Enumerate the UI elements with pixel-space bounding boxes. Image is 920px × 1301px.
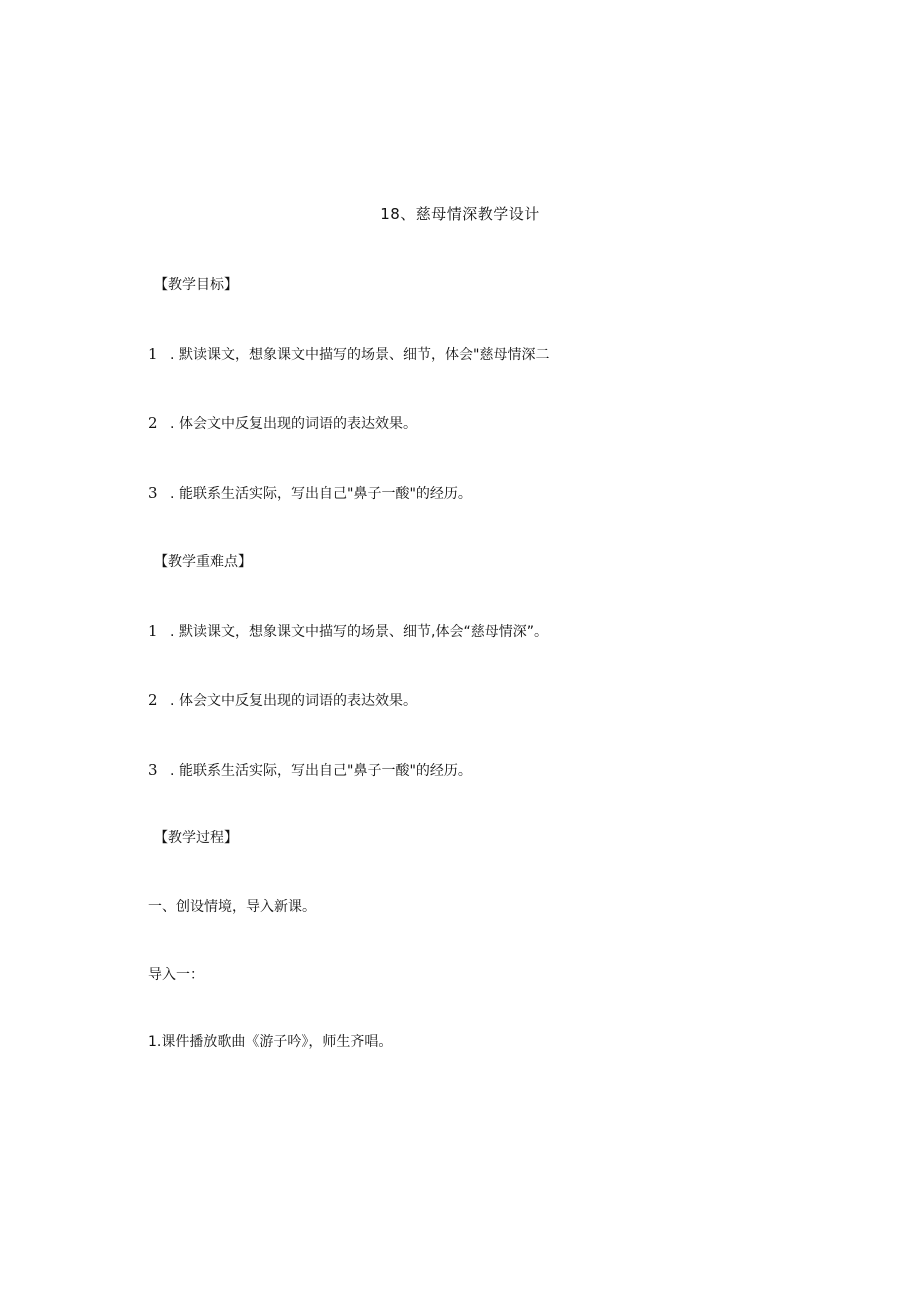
keypoints-heading: 【教学重难点】 bbox=[154, 554, 252, 570]
keypoint-item-3: 3 . 能联系生活实际，写出自己"鼻子一酸"的经历。 bbox=[148, 761, 472, 779]
goal-item-1: 1 . 默读课文，想象课文中描写的场景、细节，体会"慈母情深二 bbox=[148, 345, 550, 363]
goal-item-3-text: 能联系生活实际，写出自己"鼻子一酸"的经历。 bbox=[179, 486, 472, 502]
goal-item-3: 3 . 能联系生活实际，写出自己"鼻子一酸"的经历。 bbox=[148, 484, 472, 502]
process-item-1: 1.课件播放歌曲《游子吟》，师生齐唱。 bbox=[148, 1034, 393, 1050]
goal-item-1-number: 1 bbox=[148, 345, 158, 363]
keypoint-item-3-number: 3 bbox=[148, 761, 158, 779]
goal-item-2-number: 2 bbox=[148, 414, 158, 432]
goals-heading: 【教学目标】 bbox=[154, 277, 238, 293]
keypoint-item-1: 1 . 默读课文，想象课文中描写的场景、细节,体会“慈母情深”。 bbox=[148, 622, 548, 640]
keypoint-item-2-number: 2 bbox=[148, 691, 158, 709]
process-step-1: 一、创设情境，导入新课。 bbox=[148, 899, 316, 915]
document-title: 18、慈母情深教学设计 bbox=[380, 205, 540, 223]
goal-item-1-text: 默读课文，想象课文中描写的场景、细节，体会"慈母情深二 bbox=[179, 347, 550, 363]
keypoint-item-2: 2 . 体会文中反复出现的词语的表达效果。 bbox=[148, 691, 417, 709]
goal-item-2: 2 . 体会文中反复出现的词语的表达效果。 bbox=[148, 414, 417, 432]
goal-item-3-number: 3 bbox=[148, 484, 158, 502]
goal-item-2-text: 体会文中反复出现的词语的表达效果。 bbox=[179, 416, 417, 432]
keypoint-item-3-text: 能联系生活实际，写出自己"鼻子一酸"的经历。 bbox=[179, 763, 472, 779]
keypoint-item-1-text: 默读课文，想象课文中描写的场景、细节,体会“慈母情深”。 bbox=[179, 624, 548, 640]
keypoint-item-1-number: 1 bbox=[148, 622, 158, 640]
keypoint-item-2-text: 体会文中反复出现的词语的表达效果。 bbox=[179, 693, 417, 709]
process-heading: 【教学过程】 bbox=[154, 830, 238, 846]
intro-label: 导入一： bbox=[148, 967, 204, 983]
